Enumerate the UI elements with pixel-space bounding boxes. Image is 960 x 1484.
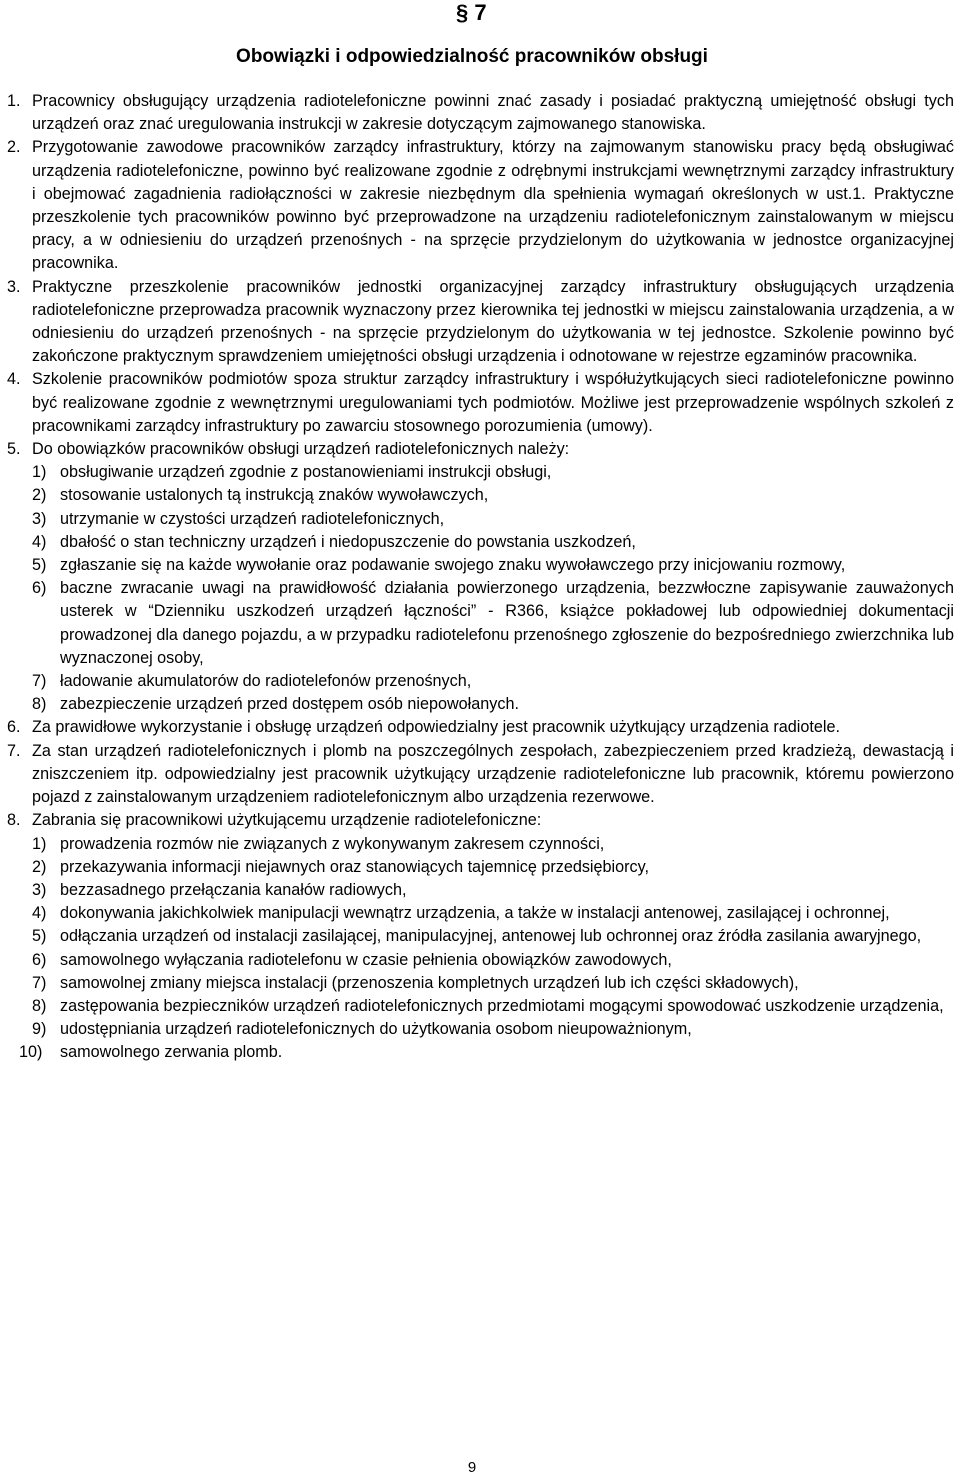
item-text: Praktyczne przeszkolenie pracowników jednostki organizacyjnej zarządcy infrastruktury obsługujących urządzenia radiotelefoniczne przeprowadza pracownik wyznaczony przez kierownika tej jednostki w miejscu zainstalowania urządzenia, a w odniesieniu do urządzeń przenośnych - na sprzęcie przydzielonym do użytkowania w tej jednostce. Szkolenie powinno być zakończone praktycznym sprawdzeniem umiejętności obsługi urządzenia i odnotowane w rejestrze egzaminów pracownika. — [32, 277, 954, 366]
sub-item-number: 5) — [32, 556, 47, 575]
sub-item-number: 3) — [32, 509, 47, 528]
sub-item-number: 8) — [32, 996, 47, 1015]
sub-item — [32, 856, 954, 879]
sub-item-text: udostępniania urządzeń radiotelefonicznych do użytkowania osobom nieupoważnionym, — [60, 1020, 692, 1039]
sub-item-number: 6) — [32, 579, 47, 598]
numbered-item — [7, 740, 954, 810]
sub-item — [32, 972, 954, 995]
sub-item-number: 1) — [32, 463, 47, 482]
numbered-item — [7, 716, 954, 739]
sub-item-text: obsługiwanie urządzeń zgodnie z postanowieniami instrukcji obsługi, — [60, 463, 552, 482]
sub-item — [32, 925, 954, 948]
sub-item-number: 3) — [32, 880, 47, 899]
sub-item-number: 5) — [32, 927, 47, 946]
sub-item — [32, 461, 954, 484]
sub-item-number: 7) — [32, 672, 47, 691]
sub-item — [32, 554, 954, 577]
sub-item-number: 8) — [32, 695, 47, 714]
sub-item — [32, 879, 954, 902]
numbered-item — [7, 90, 954, 136]
sub-item-number: 2) — [32, 486, 47, 505]
section-mark: § 7 — [456, 0, 487, 25]
item-text: Do obowiązków pracowników obsługi urządzeń radiotelefonicznych należy: — [32, 440, 570, 459]
sub-item-number: 10) — [19, 1043, 43, 1062]
sub-item — [32, 577, 954, 670]
sub-item-text: zabezpieczenie urządzeń przed dostępem osób niepowołanych. — [60, 695, 519, 714]
sub-item-number: 9) — [32, 1020, 47, 1039]
numbered-item — [7, 809, 954, 832]
item-number: 6. — [7, 718, 21, 737]
sub-item-text: samowolnego wyłączania radiotelefonu w czasie pełnienia obowiązków zawodowych, — [60, 950, 672, 969]
numbered-item — [7, 368, 954, 438]
sub-item-text: dbałość o stan techniczny urządzeń i niedopuszczenie do powstania uszkodzeń, — [60, 532, 636, 551]
sub-item-text: prowadzenia rozmów nie związanych z wykonywanym zakresem czynności, — [60, 834, 605, 853]
sub-item — [19, 1041, 954, 1064]
sub-item-text: baczne zwracanie uwagi na prawidłowość działania powierzonego urządzenia, bezzwłoczne zapisywanie zauważonych usterek w “Dzienniku uszkodzeń urządzeń łączności” - R366, książce pokładowej lub odpowiedniej dokumentacji prowadzonej dla danego pojazdu, a w przypadku radiotelefonu przenośnego zgłoszenie do bezpośredniego zwierzchnika lub wyznaczonej osoby, — [60, 579, 954, 667]
sub-item — [32, 1018, 954, 1041]
sub-item — [32, 531, 954, 554]
item-text: Szkolenie pracowników podmiotów spoza struktur zarządcy infrastruktury i współużytkujących sieci radiotelefoniczne powinno być realizowane zgodnie z wewnętrznymi uregulowaniami tych podmiotów. Możliwe jest przeprowadzenie wspólnych szkoleń z pracownikami zarządcy infrastruktury po zawarciu stosownego porozumienia (umowy). — [32, 370, 954, 435]
document-body — [0, 90, 960, 1065]
sub-item-text: dokonywania jakichkolwiek manipulacji wewnątrz urządzenia, a także w instalacji antenowej, zasilającej i ochronnej, — [60, 904, 890, 923]
numbered-item — [7, 438, 954, 461]
sub-item-number: 2) — [32, 857, 47, 876]
sub-item-text: bezzasadnego przełączania kanałów radiowych, — [60, 880, 407, 899]
document-title: Obowiązki i odpowiedzialność pracowników obsługi — [236, 46, 708, 67]
sub-item-number: 6) — [32, 950, 47, 969]
sub-item — [32, 484, 954, 507]
numbered-item — [7, 136, 954, 275]
sub-item-number: 4) — [32, 532, 47, 551]
item-number: 3. — [7, 277, 21, 296]
item-number: 4. — [7, 370, 21, 389]
sub-item-number: 1) — [32, 834, 47, 853]
item-number: 5. — [7, 440, 21, 459]
sub-item-text: samowolnej zmiany miejsca instalacji (przenoszenia kompletnych urządzeń lub ich części składowych), — [60, 973, 799, 992]
sub-item-number: 4) — [32, 904, 47, 923]
item-number: 1. — [7, 92, 21, 110]
item-number: 2. — [7, 138, 21, 157]
sub-item — [32, 995, 954, 1018]
sub-item-text: odłączania urządzeń od instalacji zasilającej, manipulacyjnej, antenowej lub ochronnej oraz źródła zasilania awaryjnego, — [60, 927, 922, 946]
sub-item — [32, 670, 954, 693]
page-number: 9 — [467, 1459, 477, 1476]
item-text: Przygotowanie zawodowe pracowników zarządcy infrastruktury, którzy na zajmowanym stanowisku pracy będą obsługiwać urządzenia radiotelefoniczne, powinno być realizowane zgodnie z odrębnymi instrukcjami wewnętrznymi zarządcy infrastruktury i obejmować zagadnienia radiołączności w zakresie niezbędnym dla spełnienia wymagań określonych w ust.1. Praktyczne przeszkolenie tych pracowników powinno być przeprowadzone na urządzeniu radiotelefonicznym zainstalowanym w miejscu pracy, a w odniesieniu do urządzeń przenośnych - na sprzęcie przydzielonym do użytkowania w jednostce organizacyjnej pracownika. — [32, 138, 954, 273]
numbered-item — [7, 276, 954, 369]
sub-item — [32, 508, 954, 531]
sub-item-text: stosowanie ustalonych tą instrukcją znaków wywoławczych, — [60, 486, 489, 505]
item-text: Zabrania się pracownikowi użytkującemu urządzenie radiotelefoniczne: — [32, 811, 542, 830]
item-number: 7. — [7, 741, 21, 760]
sub-item-text: zgłaszanie się na każde wywołanie oraz podawanie swojego znaku wywoławczego przy inicjowaniu rozmowy, — [60, 556, 846, 575]
sub-item-text: zastępowania bezpieczników urządzeń radiotelefonicznych przedmiotami mogącymi spowodować uszkodzenie urządzenia, — [60, 996, 944, 1015]
sub-item-text: przekazywania informacji niejawnych oraz stanowiących tajemnicę przedsiębiorcy, — [60, 857, 650, 876]
sub-item — [32, 833, 954, 856]
sub-item-text: ładowanie akumulatorów do radiotelefonów przenośnych, — [60, 672, 472, 691]
item-text: Pracownicy obsługujący urządzenia radiotelefoniczne powinni znać zasady i posiadać praktyczną umiejętność obsługi tych urządzeń oraz znać uregulowania instrukcji w zakresie dotyczącym zajmowanego stanowiska. — [32, 92, 954, 134]
item-number: 8. — [7, 811, 21, 830]
sub-item — [32, 693, 954, 716]
item-text: Za stan urządzeń radiotelefonicznych i plomb na poszczególnych zespołach, zabezpieczeniem przed kradzieżą, dewastacją i zniszczeniem itp. odpowiedzialny jest pracownik użytkujący urządzenie radiotelefoniczne lub pracownik, któremu powierzono pojazd z zainstalowanym urządzeniem radiotelefonicznym albo urządzenia rezerwowe. — [32, 741, 954, 807]
sub-item — [32, 902, 954, 925]
sub-item-text: utrzymanie w czystości urządzeń radiotelefonicznych, — [60, 509, 445, 528]
sub-item-number: 7) — [32, 973, 47, 992]
sub-item-text: samowolnego zerwania plomb. — [60, 1043, 283, 1062]
item-text: Za prawidłowe wykorzystanie i obsługę urządzeń odpowiedzialny jest pracownik użytkujący urządzenia radiotele. — [32, 718, 840, 737]
sub-item — [32, 949, 954, 972]
